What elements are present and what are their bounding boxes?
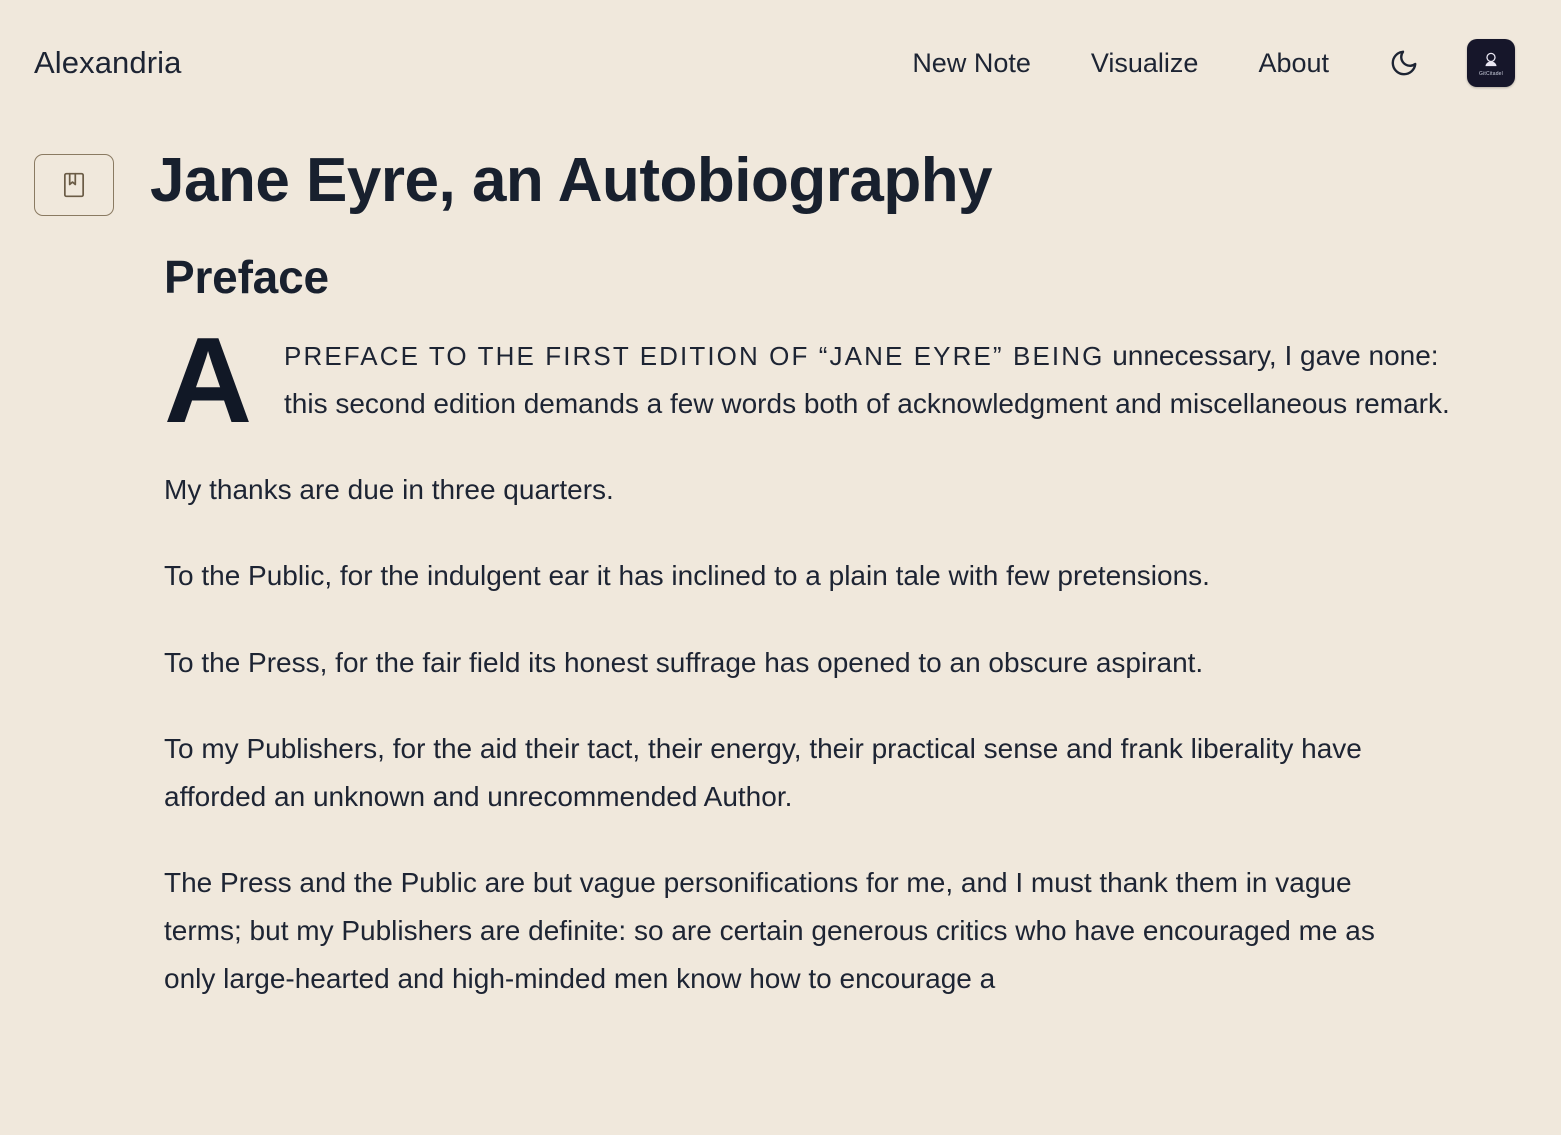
paragraph: The Press and the Public are but vague personifications for me, and I must thank them in vague terms; but my Publishers are definite: so are certain generous critics who have encouraged me as only large-hearted and high-minded men know how to encourage a bbox=[164, 867, 1375, 995]
document-title-row bbox=[0, 96, 1561, 216]
badge-label: GitCitadel bbox=[1479, 71, 1503, 77]
nav-visualize[interactable]: Visualize bbox=[1090, 47, 1199, 78]
lead-smallcaps: PREFACE TO THE FIRST EDITION OF “JANE EYRE” BEING bbox=[284, 341, 1105, 371]
site-header bbox=[0, 0, 1561, 96]
drop-cap: A bbox=[164, 312, 253, 448]
main-nav bbox=[882, 39, 1515, 87]
page-title: Jane Eyre, an Autobiography bbox=[150, 146, 993, 215]
citadel-logo-icon bbox=[1480, 49, 1502, 71]
theme-toggle-button[interactable] bbox=[1389, 48, 1419, 78]
paragraph: To the Press, for the fair field its honest suffrage has opened to an obscure aspirant. bbox=[164, 646, 1204, 678]
paragraph: To my Publishers, for the aid their tact, their energy, their practical sense and frank liberality have afforded an unknown and unrecommended Author. bbox=[164, 732, 1362, 812]
book-icon bbox=[61, 171, 87, 199]
nav-new-note[interactable]: New Note bbox=[912, 47, 1031, 78]
brand-title[interactable]: Alexandria bbox=[34, 45, 182, 80]
paragraph: My thanks are due in three quarters. bbox=[164, 474, 614, 506]
lead-rest: unnecessary, I gave none: this second edition demands a few words both of acknowledgment and miscellaneous remark. bbox=[284, 340, 1450, 420]
nav-about[interactable]: About bbox=[1258, 47, 1329, 78]
moon-icon bbox=[1389, 48, 1419, 78]
lead-paragraph bbox=[164, 312, 1454, 448]
book-icon-button[interactable] bbox=[34, 154, 114, 216]
document-content bbox=[0, 250, 1454, 1004]
account-badge-button[interactable] bbox=[1467, 39, 1515, 87]
paragraph: To the Public, for the indulgent ear it has inclined to a plain tale with few pretensions. bbox=[164, 560, 1210, 592]
section-heading: Preface bbox=[164, 251, 329, 303]
